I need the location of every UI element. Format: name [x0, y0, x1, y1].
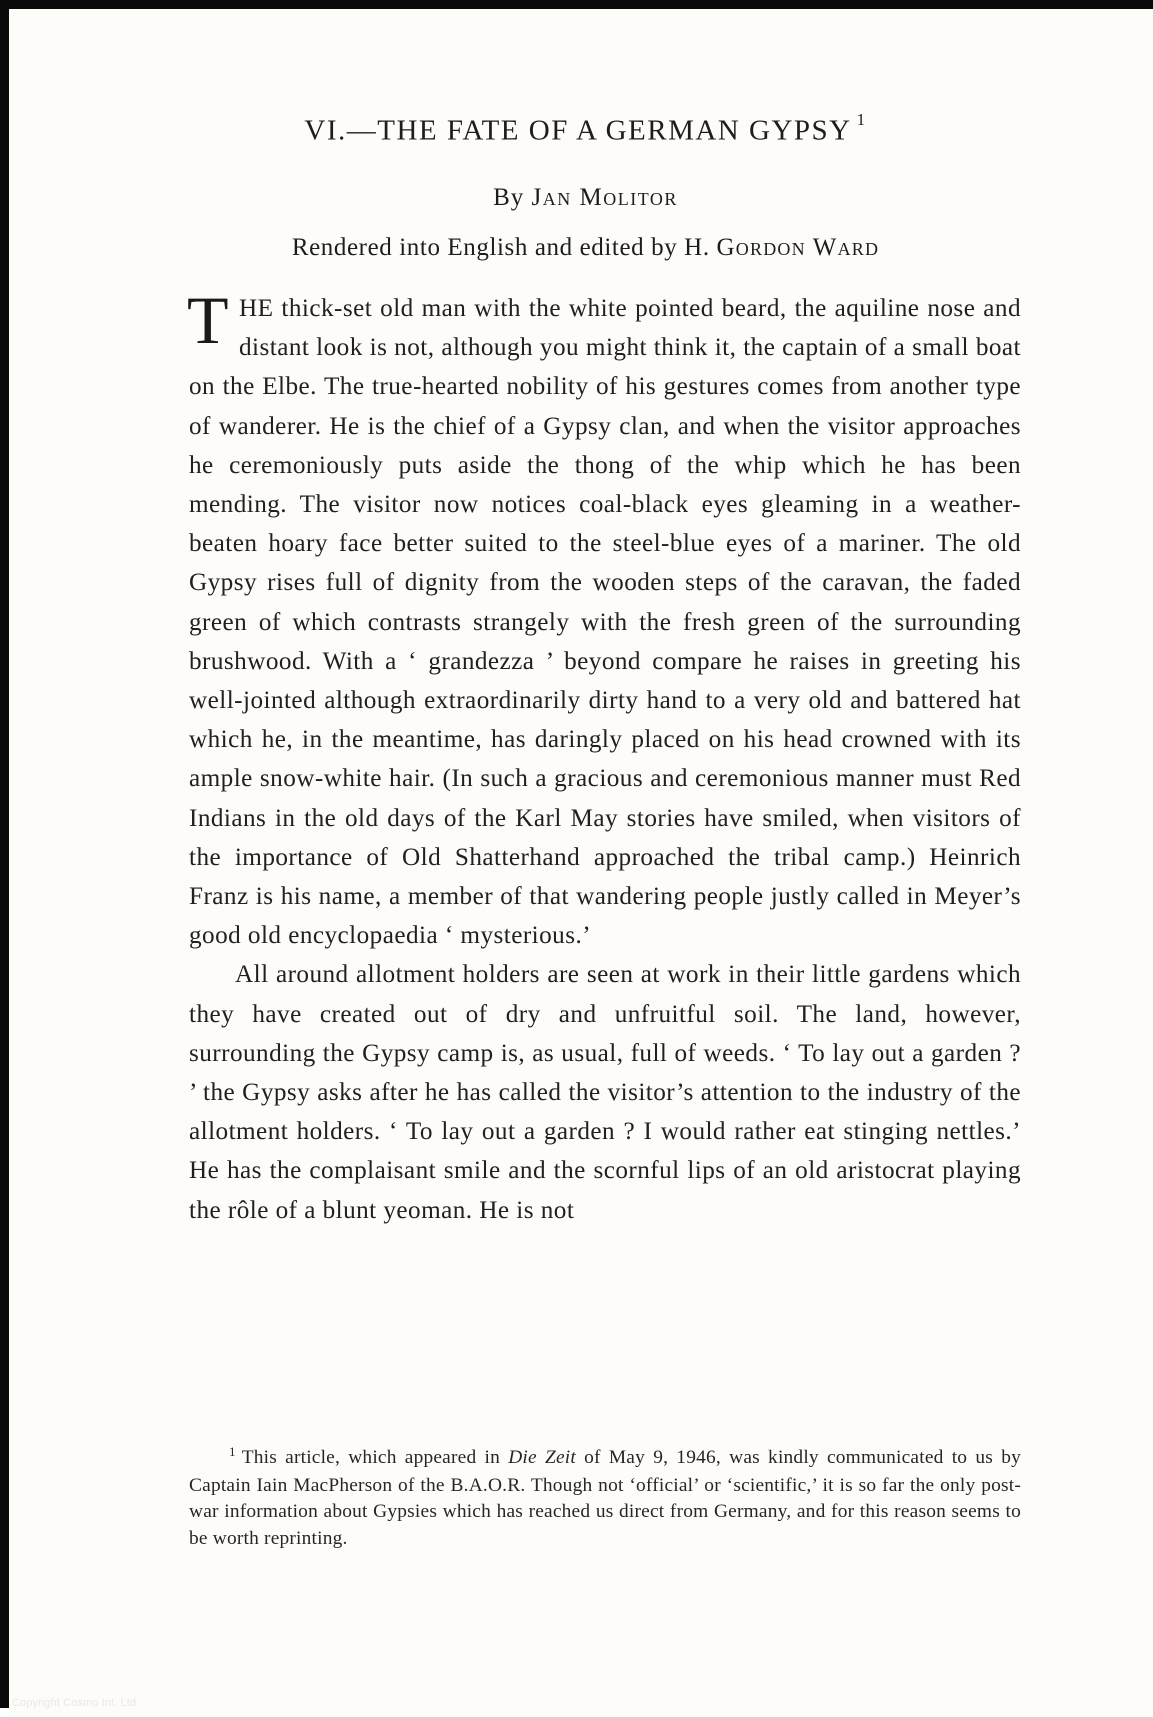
editor-prefix: Rendered into English and edited by H. [291, 234, 710, 261]
byline-prefix: By [493, 184, 525, 211]
article-title [9, 110, 1153, 148]
footnote-text-after: of May 9, 1946, was kindly communicated to us by Captain Iain MacPherson of the B.A.O.R. Though not ‘official’ or ‘scientific,’ it is so far the only post-war information about Gypsies which has reached us direct from Germany, and for this reason seems to be worth reprinting. [189, 1447, 1021, 1549]
editor-line [9, 234, 1153, 262]
paragraph-1 [187, 282, 1021, 955]
footnote-publication: Die Zeit [508, 1447, 576, 1468]
drop-cap: T [187, 282, 229, 358]
title-footnote-marker: 1 [856, 110, 867, 129]
byline [9, 184, 1153, 212]
paragraph-1-text: HE thick-set old man with the white pointed beard, the aquiline nose and distant look is not, although you might think it, the captain of a small boat on the Elbe. The true-hearted nobility of his gestures comes from another type of wanderer. He is the chief of a Gypsy clan, and when the visitor approaches he ceremoniously puts aside the thong of the whip which he has been mending. The visitor now notices coal-black eyes gleaming in a weather-beaten hoary face better suited to the steel-blue eyes of a mariner. The old Gypsy rises full of dignity from the wooden steps of the caravan, the faded green of which contrasts strangely with the fresh green of the surrounding brushwood. With a ‘ grandezza ’ beyond compare he raises in greeting his well-jointed although extraordinarily dirty hand to a very old and battered hat which he, in the meantime, has daringly placed on his head crowned with its ample snow-white hair. (In such a gracious and ceremonious manner must Red Indians in the old days of the Karl May stories have smiled, when visitors of the importance of Old Shatterhand approached the tribal camp.) Heinrich Franz is his name, a member of that wandering people justly called in Meyer’s good old encyclopaedia ‘ mysterious.’ [189, 295, 1021, 950]
paragraph-2: All around allotment holders are seen at work in their little gardens which they have created out of dry and unfruitful soil. The land, however, surrounding the Gypsy camp is, as usual, full of weeds. ‘ To lay out a garden ? ’ the Gypsy asks after he has called the visitor’s attention to the industry of the allotment holders. ‘ To lay out a garden ? I would rather eat stinging nettles.’ He has the complaisant smile and the scornful lips of an old aristocrat playing the rôle of a blunt yeoman. He is not [189, 961, 1021, 1224]
article-body [187, 282, 1021, 1230]
footnote-marker: 1 [229, 1444, 236, 1459]
copyright-watermark: Copyright Cosmo Int. Ltd [12, 1697, 137, 1709]
page [9, 9, 1153, 1717]
footnote [189, 1445, 1021, 1552]
article-title-text: VI.—THE FATE OF A GERMAN GYPSY [304, 114, 852, 147]
footnote-text-before: This article, which appeared in [241, 1447, 501, 1468]
author-name: Jan Molitor [531, 184, 678, 211]
editor-name: Gordon Ward [716, 234, 880, 261]
